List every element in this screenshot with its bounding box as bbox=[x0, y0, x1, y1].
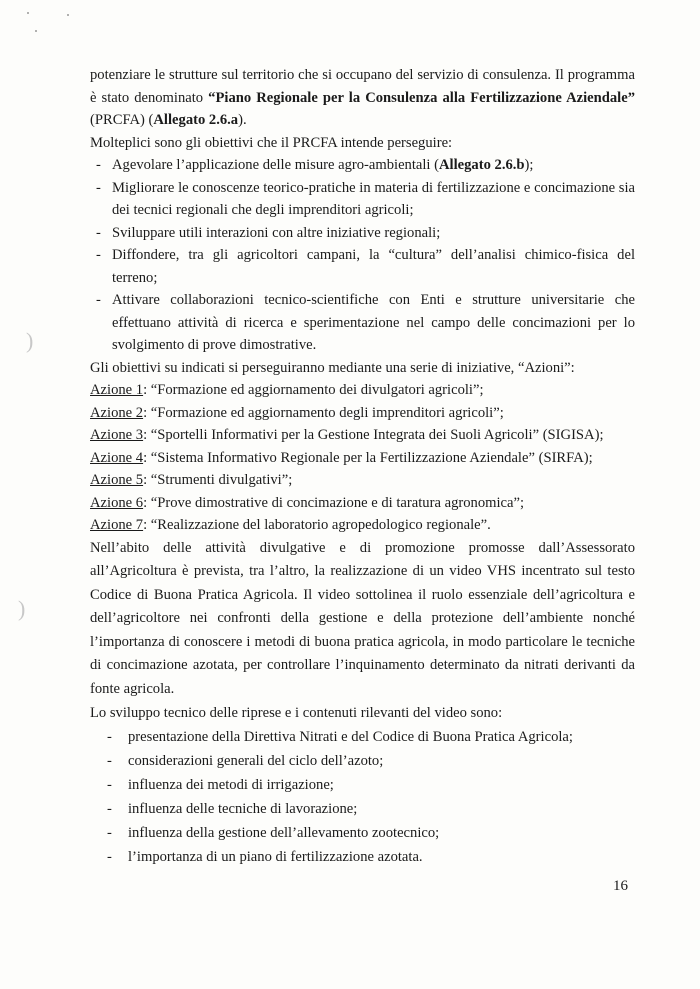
objective-text: Sviluppare utili interazioni con altre iniziative regionali; bbox=[112, 224, 441, 241]
dash-bullet: - bbox=[107, 824, 112, 841]
annex-reference: Allegato 2.6.a bbox=[153, 112, 239, 128]
list-item bbox=[90, 289, 635, 357]
content-text: influenza dei metodi di irrigazione; bbox=[128, 776, 334, 793]
objectives-intro: Molteplici sono gli obiettivi che il PRCFA intende perseguire: bbox=[90, 134, 453, 151]
action-text: : “Prove dimostrative di concimazione e di taratura agronomica”; bbox=[143, 494, 525, 511]
list-item bbox=[90, 402, 635, 425]
dash-bullet: - bbox=[107, 752, 112, 769]
scan-speck bbox=[27, 12, 29, 14]
list-item bbox=[90, 469, 635, 492]
dash-bullet: - bbox=[96, 247, 101, 263]
objective-text: Attivare collaborazioni tecnico-scientifiche con Enti e strutture universitarie che effettuano attività di ricerca e sperimentazione nel campo delle concimazioni per lo svolgimento di prove dimostrative. bbox=[112, 292, 635, 353]
action-label: Azione 3 bbox=[90, 427, 144, 443]
action-text: : “Sistema Informativo Regionale per la Fertilizzazione Aziendale” (SIRFA); bbox=[143, 449, 593, 466]
dash-bullet: - bbox=[107, 848, 112, 865]
list-item bbox=[90, 177, 635, 222]
objective-text: Diffondere, tra gli agricoltori campani, la “cultura” dell’analisi chimico-fisica del terreno; bbox=[112, 247, 635, 286]
action-text: : “Strumenti divulgativi”; bbox=[143, 472, 293, 488]
list-item bbox=[90, 222, 635, 245]
action-label: Azione 4 bbox=[90, 449, 144, 466]
intro-text: potenziare le strutture sul territorio che si occupano del servizio di consulenza. Il programma è stato denominato bbox=[90, 67, 635, 106]
list-item bbox=[90, 773, 635, 797]
video-contents-intro: Lo sviluppo tecnico delle riprese e i contenuti rilevanti del video sono: bbox=[90, 705, 503, 721]
list-item bbox=[90, 514, 635, 537]
list-item bbox=[90, 797, 635, 821]
intro-paragraph bbox=[90, 64, 635, 132]
action-label: Azione 5 bbox=[90, 472, 144, 488]
program-abbr: (PRCFA) ( bbox=[90, 112, 154, 128]
list-item bbox=[90, 821, 635, 845]
list-item bbox=[90, 379, 635, 402]
dash-bullet: - bbox=[96, 224, 101, 241]
objective-tail: ); bbox=[524, 157, 534, 173]
body-text bbox=[90, 64, 635, 869]
page-number: 16 bbox=[613, 878, 628, 894]
content-text: influenza della gestione dell’allevamento zootecnico; bbox=[128, 824, 440, 841]
dash-bullet: - bbox=[107, 776, 112, 793]
action-text: : “Sportelli Informativi per la Gestione Integrata dei Suoli Agricoli” (SIGISA); bbox=[143, 427, 604, 443]
margin-mark: ) bbox=[18, 596, 26, 621]
video-paragraph: Nell’abito delle attività divulgative e di promozione promosse dall’Assessorato all’Agricoltura è prevista, tra l’altro, la realizzazione di un video VHS incentrato sul testo Codice di Buona Pratica Agricola. Il video sottolinea il ruolo essenziale dell’agricoltura e dell’agricoltore nei confronti della gestione e della protezione dell’ambiente nonché l’importanza di conoscere i metodi di buona pratica agricola, in modo particolare le tecniche di concimazione azotata, per controllare l’inquinamento determinato da nitrati derivanti da fonte agricola. bbox=[90, 539, 635, 697]
action-label: Azione 2 bbox=[90, 404, 144, 421]
margin-mark: ) bbox=[26, 328, 34, 353]
action-text: : “Formazione ed aggiornamento dei divulgatori agricoli”; bbox=[143, 382, 484, 398]
program-name: “Piano Regionale per la Consulenza alla Fertilizzazione Aziendale” bbox=[208, 89, 635, 106]
objectives-list bbox=[90, 154, 635, 357]
dash-bullet: - bbox=[96, 179, 101, 196]
action-label: Azione 1 bbox=[90, 382, 144, 398]
intro-close: ). bbox=[238, 112, 247, 128]
annex-reference: Allegato 2.6.b bbox=[439, 157, 525, 173]
actions-intro: Gli obiettivi su indicati si perseguiranno mediante una serie di iniziative, “Azioni”: bbox=[90, 359, 575, 376]
list-item bbox=[90, 424, 635, 447]
action-text: : “Formazione ed aggiornamento degli imprenditori agricoli”; bbox=[143, 404, 504, 421]
scan-speck bbox=[35, 30, 37, 32]
list-item bbox=[90, 725, 635, 749]
list-item bbox=[90, 447, 635, 470]
content-text: influenza delle tecniche di lavorazione; bbox=[128, 800, 358, 817]
list-item bbox=[90, 749, 635, 773]
content-text: considerazioni generali del ciclo dell’azoto; bbox=[128, 752, 384, 769]
video-contents-list bbox=[90, 725, 635, 869]
dash-bullet: - bbox=[96, 292, 101, 308]
action-text: : “Realizzazione del laboratorio agropedologico regionale”. bbox=[143, 517, 491, 533]
action-label: Azione 6 bbox=[90, 494, 144, 511]
dash-bullet: - bbox=[107, 800, 112, 817]
dash-bullet: - bbox=[107, 728, 112, 745]
list-item bbox=[90, 244, 635, 289]
actions-list bbox=[90, 379, 635, 537]
list-item bbox=[90, 845, 635, 869]
content-text: presentazione della Direttiva Nitrati e del Codice di Buona Pratica Agricola; bbox=[128, 728, 573, 745]
scan-speck bbox=[67, 14, 69, 16]
list-item bbox=[90, 154, 635, 177]
dash-bullet: - bbox=[96, 157, 101, 173]
content-text: l’importanza di un piano di fertilizzazione azotata. bbox=[128, 848, 423, 865]
objective-text: Migliorare le conoscenze teorico-pratiche in materia di fertilizzazione e concimazione sia dei tecnici regionali che degli imprenditori agricoli; bbox=[112, 179, 635, 218]
action-label: Azione 7 bbox=[90, 517, 144, 533]
objective-text: Agevolare l’applicazione delle misure agro-ambientali ( bbox=[112, 157, 439, 173]
list-item bbox=[90, 492, 635, 515]
